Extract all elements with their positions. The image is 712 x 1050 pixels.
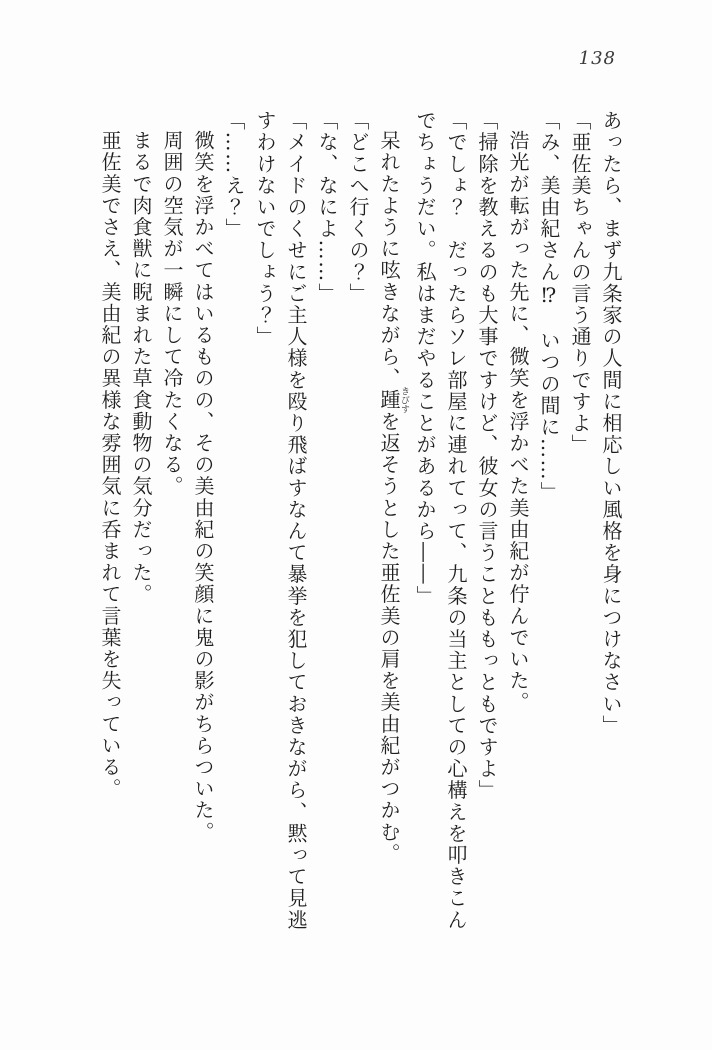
paragraph: 「亜佐美ちゃんの言う通りですよ」 bbox=[568, 110, 592, 456]
paragraph: 呆れたように呟きながら、踵きびすを返そうとした亜佐美の肩を美由紀がつかむ。 bbox=[377, 130, 409, 865]
paragraph: 亜佐美でさえ、美由紀の異様な雰囲気に呑まれて言葉を失っている。 bbox=[98, 130, 122, 800]
paragraph: まるで肉食獣に睨まれた草食動物の気分だった。 bbox=[129, 130, 153, 606]
paragraph: 「でしょ？ だったらソレ部屋に連れてって、九条の当主としての心構えを叩きこんでちょうだい。私はまだやることがあるから――」 bbox=[413, 110, 468, 931]
paragraph: 浩光が転がった先に、微笑を浮かべた美由紀が佇んでいた。 bbox=[506, 130, 530, 714]
paragraph: 微笑を浮かべてはいるものの、その美由紀の笑顔に鬼の影がちらついた。 bbox=[191, 130, 215, 843]
paragraph: 「メイドのくせにご主人様を殴り飛ばすなんて暴挙を犯しておきながら、黙って見逃すわけないでしょう？」 bbox=[253, 110, 308, 931]
paragraph: あったら、まず九条家の人間に相応しい風格を身につけなさい」 bbox=[599, 110, 623, 737]
page-number: 138 bbox=[578, 48, 616, 69]
paragraph: 「どこへ行くの？」 bbox=[346, 110, 370, 305]
paragraph: 「な、なによ……」 bbox=[315, 110, 339, 305]
ruby-annotated-word: 踵きびす bbox=[377, 386, 409, 414]
paragraph: 「み、美由紀さん⁉ いつの間に……」 bbox=[537, 110, 561, 503]
page-text bbox=[94, 110, 626, 942]
paragraph: 「……え？」 bbox=[222, 110, 246, 240]
paragraph: 「掃除を教えるのも大事ですけど、彼女の言うことももっともですよ」 bbox=[475, 110, 499, 802]
paragraph: 周囲の空気が一瞬にして冷たくなる。 bbox=[160, 130, 184, 498]
